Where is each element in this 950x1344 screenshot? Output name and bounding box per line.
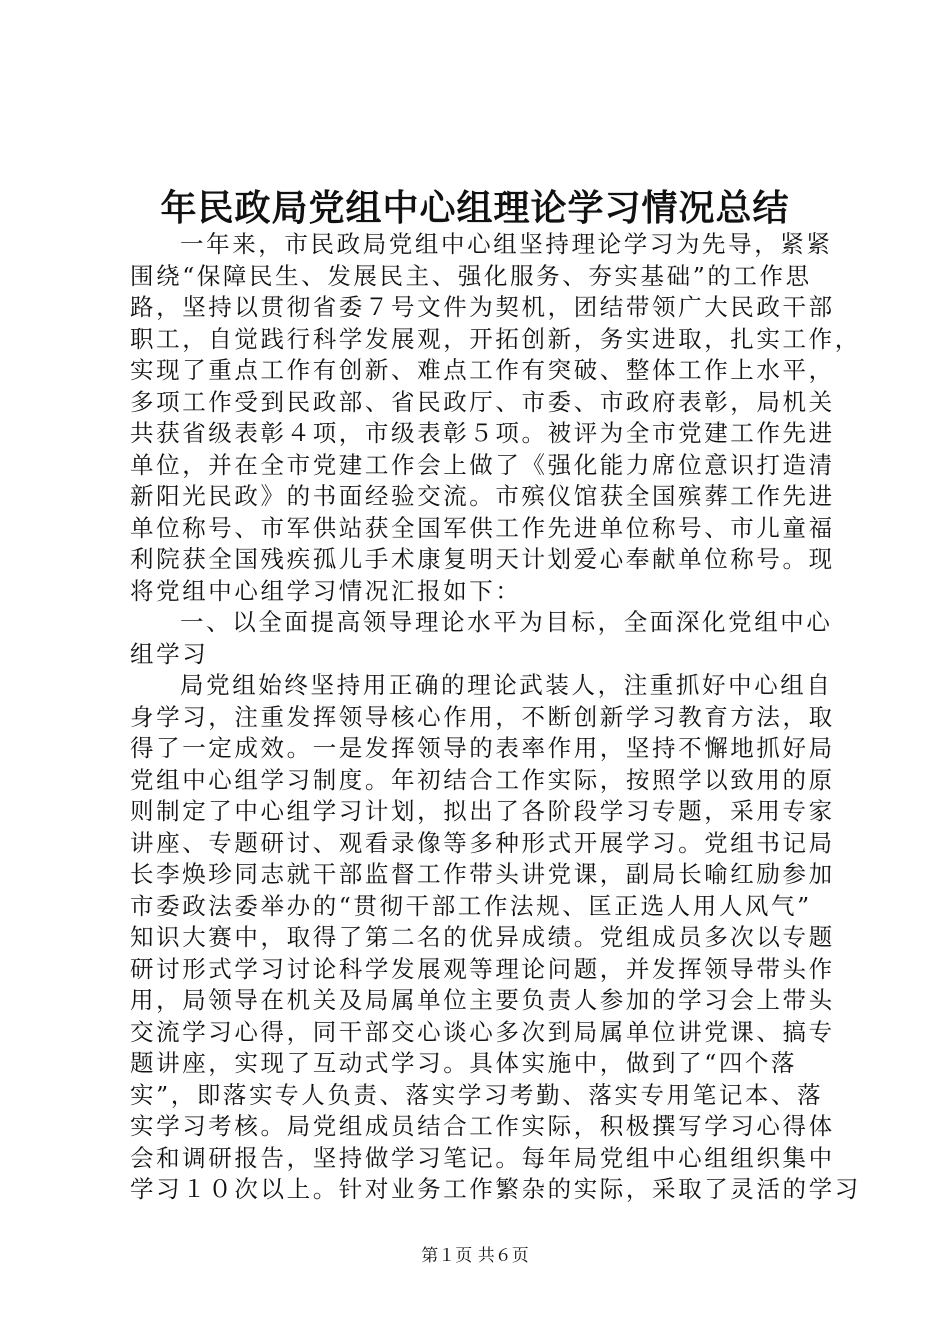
body-line: 局党组始终坚持用正确的理论武装人，注重抓好中心组自 [180, 671, 833, 699]
body-line: 共获省级表彰４项，市级表彰５项。被评为全市党建工作先进 [130, 419, 835, 447]
body-line: 学习１０次以上。针对业务工作繁杂的实际，采取了灵活的学习 [130, 1175, 861, 1203]
body-line: 利院获全国残疾孤儿手术康复明天计划爱心奉献单位称号。现 [130, 545, 835, 573]
body-line: 实学习考核。局党组成员结合工作实际，积极撰写学习心得体 [130, 1112, 835, 1140]
body-line: 市委政法委举办的“贯彻干部工作法规、匡正选人用人风气” [130, 891, 812, 920]
body-line: 路，坚持以贯彻省委７号文件为契机，团结带领广大民政干部 [130, 293, 835, 321]
body-line: 交流学习心得，同干部交心谈心多次到局属单位讲党课、搞专 [130, 1017, 835, 1046]
body-line: 多项工作受到民政部、省民政厅、市委、市政府表彰，局机关 [130, 387, 835, 416]
body-line: 新阳光民政》的书面经验交流。市殡仪馆获全国殡葬工作先进 [130, 482, 835, 510]
body-line: 实”，即落实专人负责、落实学习考勤、落实专用笔记本、落 [130, 1080, 824, 1109]
body-line: 题讲座，实现了互动式学习。具体实施中，做到了“四个落 [130, 1049, 798, 1077]
body-line: 实现了重点工作有创新、难点工作有突破、整体工作上水平， [130, 356, 835, 384]
document-body [130, 229, 861, 1206]
document-title: 年民政局党组中心组理论学习情况总结 [160, 187, 790, 229]
body-line: 得了一定成效。一是发挥领导的表率作用，坚持不懈地抓好局 [130, 734, 835, 762]
body-line: 将党组中心组学习情况汇报如下： [130, 576, 522, 605]
body-line: 单位称号、市军供站获全国军供工作先进单位称号、市儿童福 [130, 513, 835, 542]
body-line: 一年来，市民政局党组中心组坚持理论学习为先导，紧紧 [180, 230, 833, 258]
body-line: 研讨形式学习讨论科学发展观等理论问题，并发挥领导带头作 [130, 954, 835, 983]
body-line: 党组中心组学习制度。年初结合工作实际，按照学以致用的原 [130, 765, 835, 794]
section-heading-line: 一、以全面提高领导理论水平为目标，全面深化党组中心 [180, 608, 833, 636]
body-line: 职工，自觉践行科学发展观，开拓创新，务实进取，扎实工作， [130, 324, 861, 353]
body-line: 单位，并在全市党建工作会上做了《强化能力席位意识打造清 [130, 450, 835, 479]
body-line: 用，局领导在机关及局属单位主要负责人参加的学习会上带头 [130, 986, 835, 1014]
body-line: 长李焕珍同志就干部监督工作带头讲党课，副局长喻红励参加 [130, 860, 835, 888]
body-line: 围绕“保障民生、发展民主、强化服务、夯实基础”的工作思 [130, 261, 812, 290]
body-line: 则制定了中心组学习计划，拟出了各阶段学习专题，采用专家 [130, 797, 835, 825]
body-line: 讲座、专题研讨、观看录像等多种形式开展学习。党组书记局 [130, 828, 835, 857]
body-line: 会和调研报告，坚持做学习笔记。每年局党组中心组组织集中 [130, 1143, 835, 1172]
section-heading-line: 组学习 [130, 639, 209, 668]
page-footer: 第１页 共６页 [421, 1246, 529, 1266]
body-line: 身学习，注重发挥领导核心作用，不断创新学习教育方法，取 [130, 702, 835, 731]
body-line: 知识大赛中，取得了第二名的优异成绩。党组成员多次以专题 [130, 923, 835, 951]
